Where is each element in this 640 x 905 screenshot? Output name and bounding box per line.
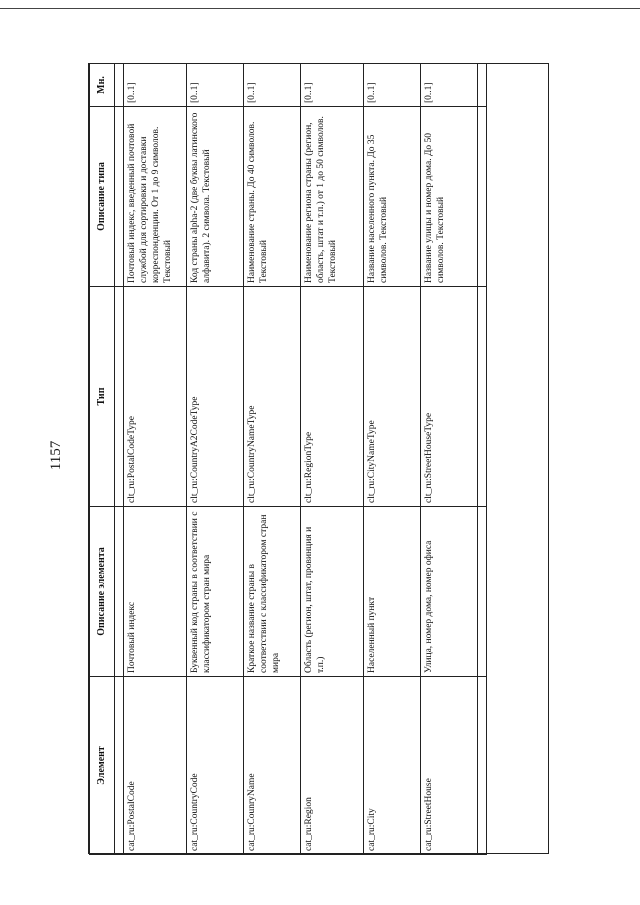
header-mult: Мн. — [90, 64, 115, 107]
table-row — [364, 64, 421, 855]
spacer-cell — [115, 287, 124, 507]
cell-element-desc: Населенный пункт — [364, 507, 421, 677]
header-element-desc: Описание элемента — [90, 507, 115, 677]
cell-mult: [0..1] — [124, 64, 187, 107]
rotated-table-wrapper — [89, 64, 550, 855]
cell-mult: [0..1] — [421, 64, 478, 107]
table-row — [124, 64, 187, 855]
cell-type-desc: Название населенного пункта. До 35 символов. Текстовый — [364, 107, 421, 287]
cell-type: clt_ru:RegionType — [301, 287, 364, 507]
spacer-cell — [115, 507, 124, 677]
table-frame — [88, 63, 549, 854]
cell-mult: [0..1] — [244, 64, 301, 107]
spacer-cell — [478, 677, 487, 855]
cell-element: cat_ru:CountryCode — [187, 677, 244, 855]
cell-type: clt_ru:CountryA2CodeType — [187, 287, 244, 507]
cell-type-desc: Код страны alpha-2 (две буквы латинского алфавита). 2 символа. Текстовый — [187, 107, 244, 287]
header-spacer-row — [115, 64, 124, 855]
cell-mult: [0..1] — [364, 64, 421, 107]
cell-element-desc: Буквенный код страны в соответствии с классификатором стран мира — [187, 507, 244, 677]
trailing-spacer-row — [478, 64, 487, 855]
cell-element: cat_ru:CounryName — [244, 677, 301, 855]
cell-type-desc: Название улицы и номер дома. До 50 символов. Текстовый — [421, 107, 478, 287]
cell-type-desc: Наименование страны. До 40 символов. Текстовый — [244, 107, 301, 287]
cell-element: cat_ru:City — [364, 677, 421, 855]
header-type: Тип — [90, 287, 115, 507]
cell-element: cat_ru:Region — [301, 677, 364, 855]
spacer-cell — [115, 107, 124, 287]
table-row — [301, 64, 364, 855]
spacer-cell — [115, 64, 124, 107]
page-number — [42, 440, 72, 470]
cell-type-desc: Наименование региона страны (регион, область, штат и т.п.) от 1 до 50 символов. Текстовый — [301, 107, 364, 287]
cell-type: clt_ru:CountryNameType — [244, 287, 301, 507]
cell-mult: [0..1] — [301, 64, 364, 107]
spacer-cell — [478, 287, 487, 507]
table-row — [187, 64, 244, 855]
spacer-cell — [478, 107, 487, 287]
page-number-text: 1157 — [48, 440, 65, 470]
cell-element-desc: Краткое название страны в соответствии с классификатором стран мира — [244, 507, 301, 677]
header-row — [90, 64, 115, 855]
table-row — [421, 64, 478, 855]
cell-element: cat_ru:StreetHouse — [421, 677, 478, 855]
header-type-desc: Описание типа — [90, 107, 115, 287]
cell-element-desc: Улица, номер дома, номер офиса — [421, 507, 478, 677]
cell-mult: [0..1] — [187, 64, 244, 107]
spacer-cell — [478, 507, 487, 677]
cell-element: cat_ru:PostalCode — [124, 677, 187, 855]
cell-type: clt_ru:StreetHouseType — [421, 287, 478, 507]
top-edge-line — [0, 8, 640, 9]
header-element: Элемент — [90, 677, 115, 855]
cell-element-desc: Область (регион, штат, провинция и т.п.) — [301, 507, 364, 677]
table-row — [244, 64, 301, 855]
schema-table — [89, 63, 487, 855]
cell-type: clt_ru:PostalCodeType — [124, 287, 187, 507]
cell-type-desc: Почтовый индекс, введенный почтовой службой для сортировки и доставки корреспонденции. От 1 до 9 символов. Текстовый — [124, 107, 187, 287]
spacer-cell — [115, 677, 124, 855]
cell-type: clt_ru:CityNameType — [364, 287, 421, 507]
cell-element-desc: Почтовый индекс — [124, 507, 187, 677]
spacer-cell — [478, 64, 487, 107]
